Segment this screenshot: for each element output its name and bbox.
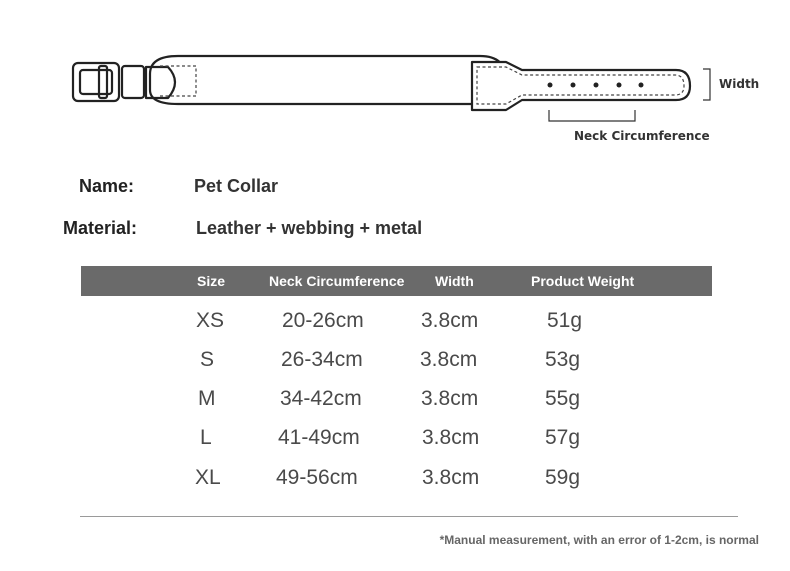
- cell-size: XS: [196, 309, 225, 332]
- cell-neck: 49-56cm: [276, 466, 358, 489]
- cell-width: 3.8cm: [421, 309, 479, 332]
- collar-end-tab: [472, 62, 690, 110]
- material-label: Material:: [63, 218, 138, 238]
- table-row: [0, 342, 790, 378]
- table-header: [81, 266, 712, 296]
- cell-weight: 51g: [547, 309, 583, 332]
- cell-size: L: [200, 426, 212, 449]
- name-value: Pet Collar: [194, 176, 279, 196]
- cell-neck: 20-26cm: [282, 309, 364, 332]
- width-bracket: [703, 69, 710, 100]
- hole-5: [639, 83, 644, 88]
- header-width: Width: [435, 273, 474, 289]
- collar-diagram: [0, 0, 790, 150]
- table-row: [0, 460, 790, 496]
- cell-size: S: [200, 348, 215, 371]
- cell-size: XL: [195, 466, 221, 489]
- hole-1: [548, 83, 553, 88]
- cell-weight: 59g: [545, 466, 581, 489]
- cell-neck: 41-49cm: [278, 426, 360, 449]
- table-row: [0, 420, 790, 456]
- table-row: [0, 303, 790, 339]
- cell-width: 3.8cm: [422, 466, 480, 489]
- hole-3: [594, 83, 599, 88]
- hole-2: [571, 83, 576, 88]
- neck-circumference-label: Neck Circumference: [574, 129, 710, 143]
- cell-width: 3.8cm: [421, 387, 479, 410]
- collar-strap: [150, 56, 506, 104]
- cell-weight: 57g: [545, 426, 581, 449]
- cell-width: 3.8cm: [420, 348, 478, 371]
- width-label: Width: [719, 77, 760, 91]
- keeper-loop: [122, 66, 144, 98]
- header-product-weight: Product Weight: [531, 273, 635, 289]
- name-label: Name:: [79, 176, 135, 196]
- table-row: [0, 381, 790, 417]
- header-neck-circumference: Neck Circumference: [269, 273, 405, 289]
- measurement-footnote: *Manual measurement, with an error of 1-2cm, is normal: [439, 533, 759, 547]
- cell-neck: 34-42cm: [280, 387, 362, 410]
- cell-weight: 55g: [545, 387, 581, 410]
- divider: [80, 516, 738, 517]
- cell-neck: 26-34cm: [281, 348, 363, 371]
- material-value: Leather + webbing + metal: [196, 218, 423, 238]
- cell-weight: 53g: [545, 348, 581, 371]
- header-size: Size: [197, 273, 226, 289]
- cell-size: M: [198, 387, 216, 410]
- neck-bracket: [549, 110, 635, 121]
- hole-4: [617, 83, 622, 88]
- cell-width: 3.8cm: [422, 426, 480, 449]
